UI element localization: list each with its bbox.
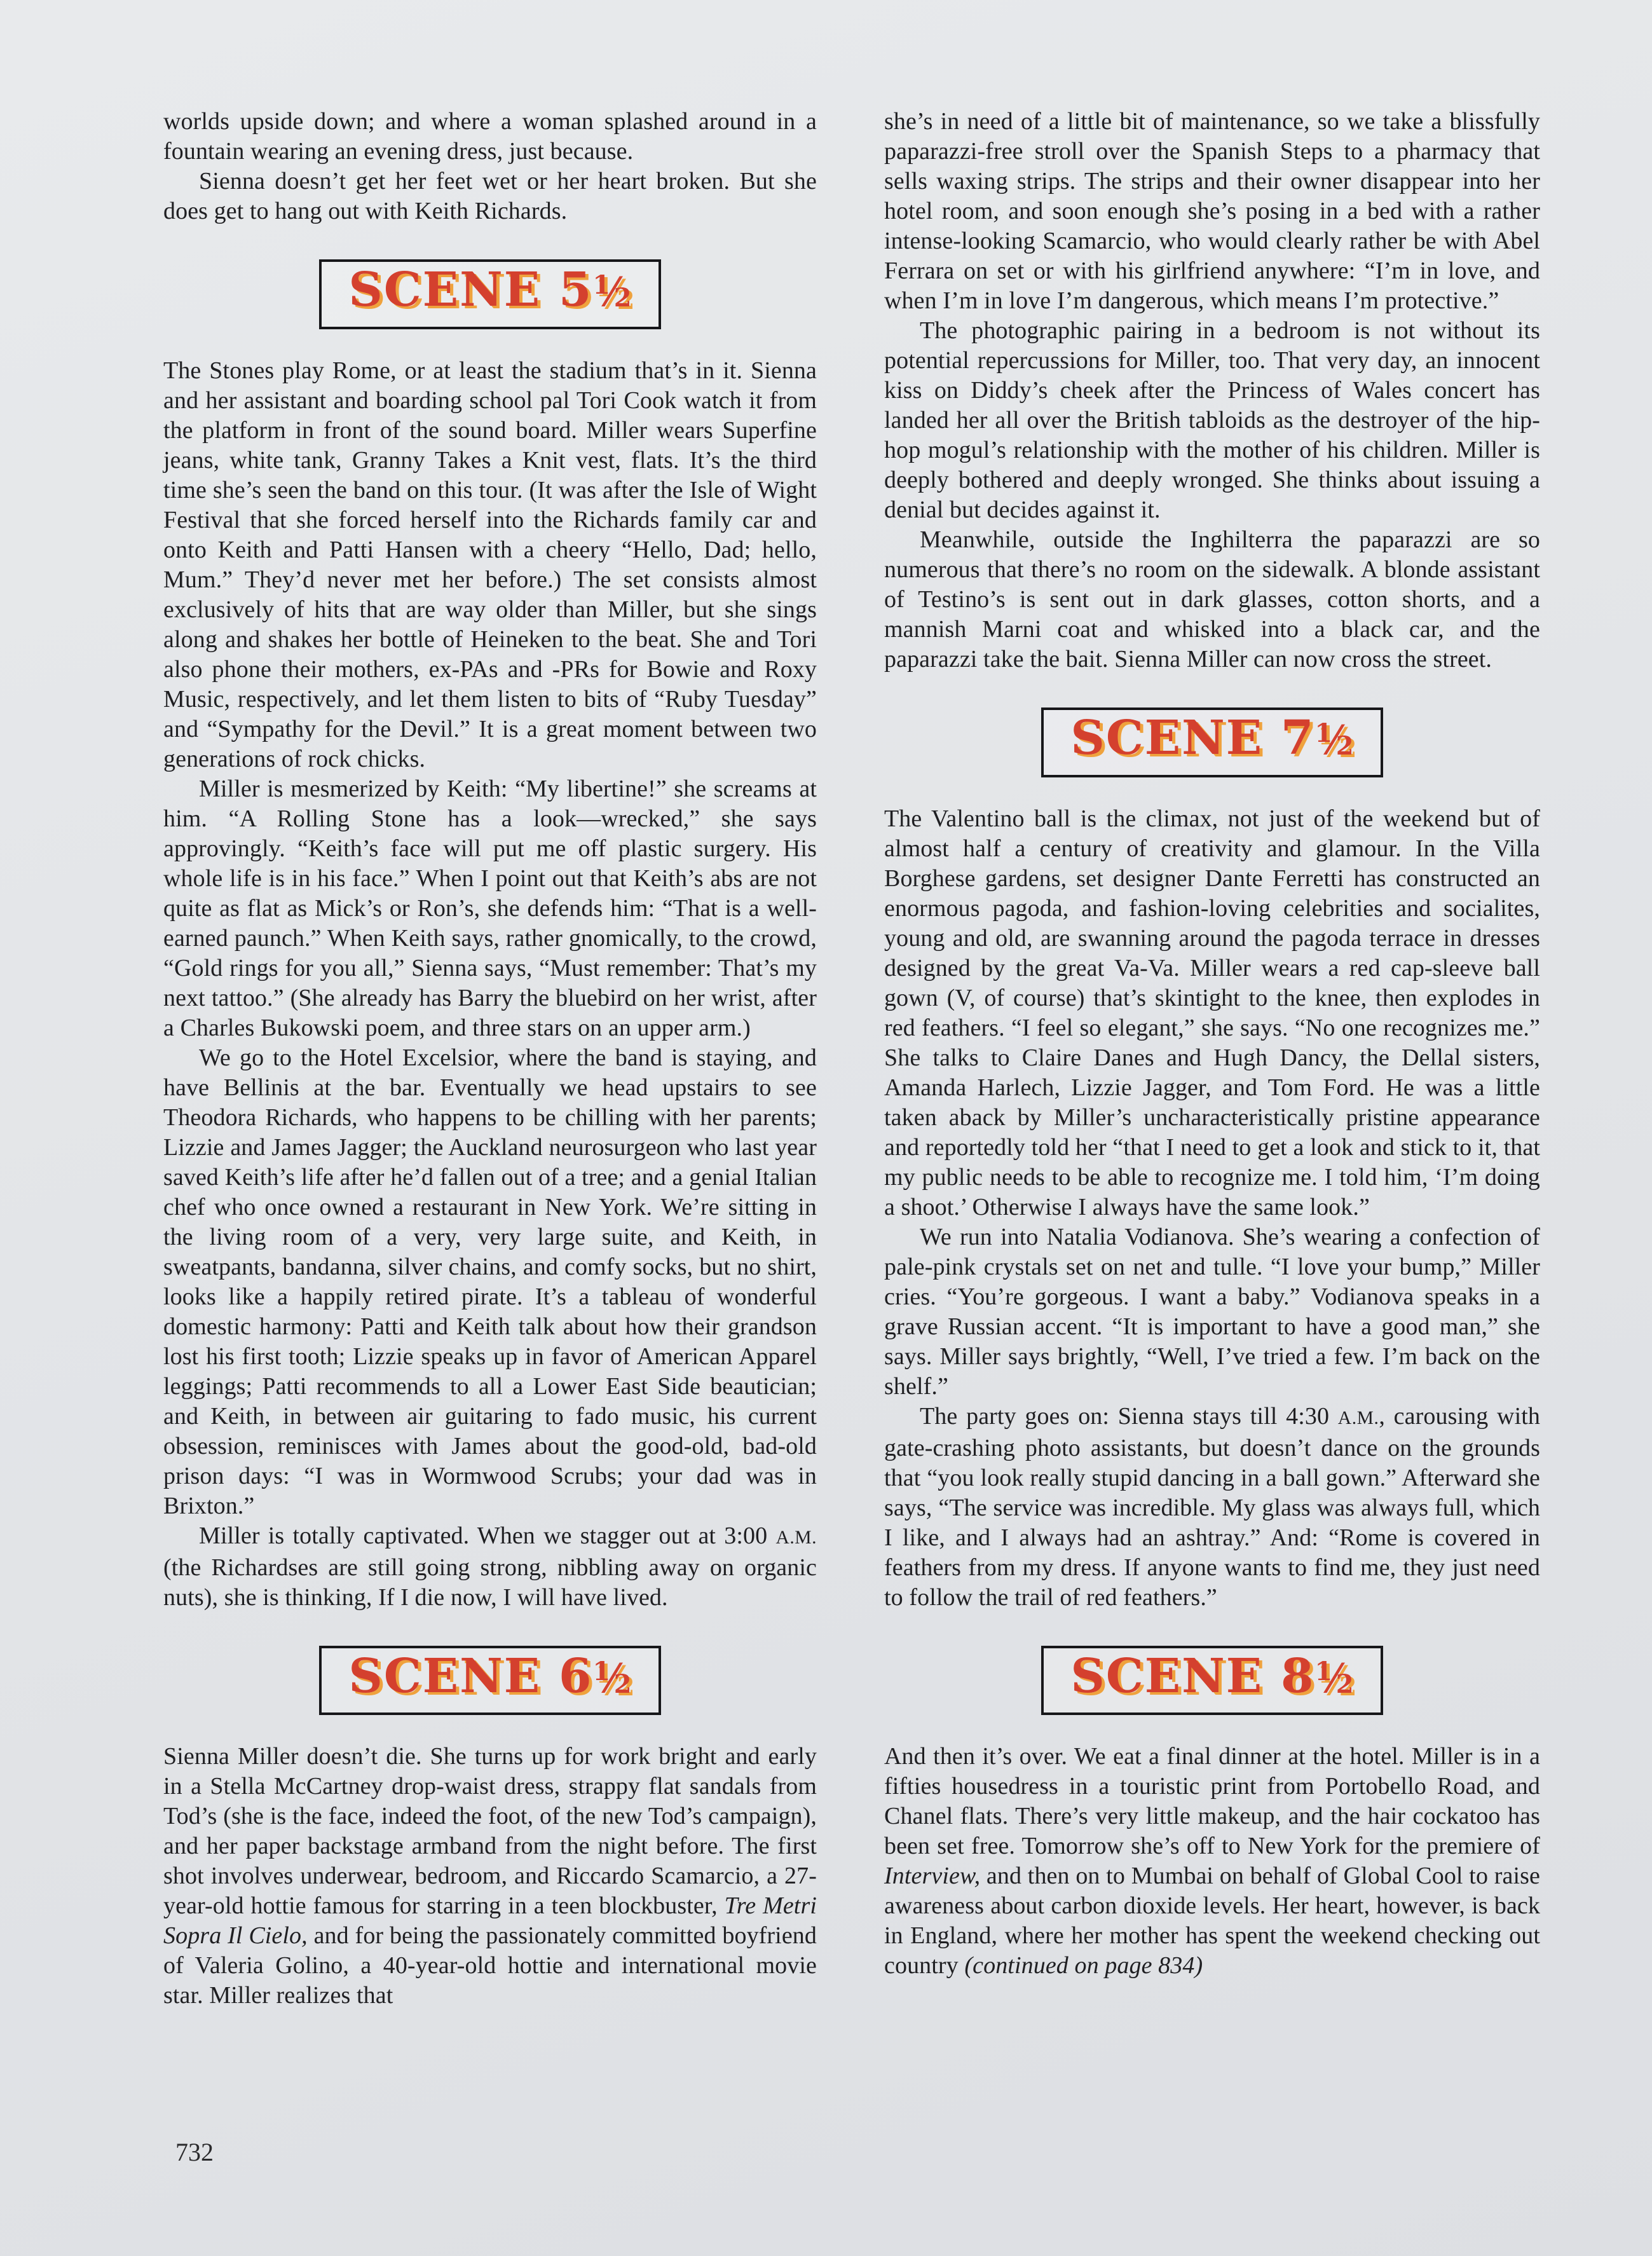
body-paragraph	[163, 167, 817, 226]
scene-fraction: $^1⁄_2$	[1314, 716, 1354, 763]
run-text: We run into Natalia Vodianova. She’s wearing a confection of pale-pink crystals set on net and tulle. “I love your bump,” Miller cries. “You’re gorgeous. I want a baby.” Vodianova speaks in a grave Russian accent. “It is important to have a good man,” she says. Miller says brightly, “Well, I’ve tried a few. I’m back on the shelf.”	[884, 1223, 1540, 1400]
italic-text: Tre Metri Sopra Il Cielo,	[163, 1892, 817, 1950]
scene-fraction: $^1⁄_2$	[592, 1654, 632, 1702]
run-text: The Valentino ball is the climax, not just of the weekend but of almost half a century of creativity and glamour. In the Villa Borghese gardens, set designer Dante Ferretti has constructed an enormous pagoda, and fashion-loving celebrities and socialites, young and old, are swanning around the pagoda terrace in dresses designed by the great Va-Va. Miller wears a red cap-sleeve ball gown (V, of course) that’s skintight to the knee, then explodes in red feathers. “I feel so elegant,” she says. “No one recognizes me.” She talks to Claire Danes and Hugh Dancy, the Dellal sisters, Amanda Harlech, Lizzie Jagger, and Tom Ford. He was a little taken aback by Miller’s uncharacteristically pristine appearance and reportedly told her “that I need to get a look and stick to it, that my public needs to be able to recognize me. I told him, ‘I’m doing a shoot.’ Otherwise I always have the same look.”	[884, 805, 1540, 1220]
run-text: and for being the passionately committed boyfriend of Valeria Golino, a 40-year-old hottie and international movie star. Miller realizes that	[163, 1922, 817, 2009]
scene-header-box	[1041, 708, 1382, 777]
scene-header-label: SCENE $8^1⁄_2$	[1070, 1648, 1354, 1704]
scene-header-box	[319, 259, 660, 329]
run-text: And then it’s over. We eat a final dinner at the hotel. Miller is in a fifties housedress in a touristic print from Portobello Road, and Chanel flats. There’s very little makeup, and the hair cockatoo has been set free. Tomorrow she’s off to New York for the premiere of	[884, 1743, 1540, 1860]
body-paragraph	[163, 1521, 817, 1613]
scene-header-box	[1041, 1646, 1382, 1716]
scene-fraction: $^1⁄_2$	[1314, 1654, 1354, 1702]
page-number: 732	[175, 2138, 214, 2166]
run-text: , carousing with gate-crashing photo assistants, but doesn’t dance on the grounds that “you look really stupid dancing in a ball gown.” Afterward she says, “The service was incredible. My glass was always full, which I like, and I always had an ashtray.” And: “Rome is covered in feathers from my dress. If anyone wants to find me, they just need to follow the trail of red feathers.”	[884, 1402, 1541, 1611]
body-paragraph	[884, 316, 1540, 525]
scene-header-label: SCENE $7^1⁄_2$	[1070, 711, 1354, 765]
run-text: Miller is totally captivated. When we stagger out at 3:00	[199, 1522, 776, 1549]
scene-header-label: SCENE $6^1⁄_2$	[348, 1648, 632, 1704]
run-text: worlds upside down; and where a woman splashed around in a fountain wearing an evening dress, just because.	[163, 108, 817, 165]
run-text: (the Richardses are still going strong, nibbling away on organic nuts), she is thinking, If I die now, I will have lived.	[163, 1554, 817, 1611]
italic-text: Interview,	[884, 1863, 981, 1890]
body-paragraph	[884, 1222, 1540, 1402]
run-text: and then on to Mumbai on behalf of Global Cool to raise awareness about carbon dioxide levels. Her heart, however, is back in England, where her mother has spent the weekend checking out country	[884, 1863, 1540, 1979]
smallcaps-text: A.M.	[1337, 1407, 1379, 1428]
run-text: The Stones play Rome, or at least the stadium that’s in it. Sienna and her assistant and boarding school pal Tori Cook watch it from the platform in front of the sound board. Miller wears Superfine jeans, white tank, Granny Takes a Knit vest, flats. It’s the third time she’s seen the band on this tour. (It was after the Isle of Wight Festival that she forced herself into the Richards family car and onto Keith and Patti Hansen with a cheery “Hello, Dad; hello, Mum.” They’d never met her before.) The set consists almost exclusively of hits that are way older than Miller, but she sings along and shakes her bottle of Heineken to the beat. She and Tori also phone their mothers, ex-PAs and -PRs for Bowie and Roxy Music, respectively, and let them listen to bits of “Ruby Tuesday” and “Sympathy for the Devil.” It is a great moment between two generations of rock chicks.	[163, 357, 817, 772]
run-text: Sienna doesn’t get her feet wet or her heart broken. But she does get to hang out with Keith Richards.	[163, 168, 817, 224]
scene-header	[163, 1646, 817, 1716]
body-paragraph	[884, 525, 1540, 674]
body-paragraph	[163, 1043, 817, 1521]
run-text: The photographic pairing in a bedroom is not without its potential repercussions for Miller, too. That very day, an innocent kiss on Diddy’s cheek after the Princess of Wales concert has landed her all over the British tabloids as the destroyer of the hip-hop mogul’s relationship with the mother of his children. Miller is deeply bothered and deeply wronged. She thinks about issuing a denial but decides against it.	[884, 317, 1540, 523]
run-text: she’s in need of a little bit of maintenance, so we take a blissfully paparazzi-free stroll over the Spanish Steps to a pharmacy that sells waxing strips. The strips and their owner disappear into her hotel room, and soon enough she’s posing in a bed with a rather intense-looking Scamarcio, who would clearly rather be with Abel Ferrara on set or with his girlfriend anywhere: “I’m in love, and when I’m in love I’m dangerous, which means I’m protective.”	[884, 108, 1540, 314]
right-column	[884, 107, 1540, 1981]
body-paragraph	[884, 1742, 1540, 1981]
body-paragraph	[884, 1402, 1540, 1613]
run-text: Sienna Miller doesn’t die. She turns up for work bright and early in a Stella McCartney drop-waist dress, strappy flat sandals from Tod’s (she is the face, indeed the foot, of the new Tod’s campaign), and her paper backstage armband from the night before. The first shot involves underwear, bedroom, and Riccardo Scamarcio, a 27-year-old hottie famous for starring in a teen blockbuster,	[163, 1743, 817, 1920]
scene-header-box	[319, 1646, 660, 1716]
scene-header	[163, 259, 817, 329]
run-text: Miller is mesmerized by Keith: “My libertine!” she screams at him. “A Rolling Stone has a look—wrecked,” she says approvingly. “Keith’s face will put me off plastic surgery. His whole life is in his face.” When I point out that Keith’s abs are not quite as flat as Mick’s or Ron’s, she defends him: “That is a well-earned paunch.” When Keith says, rather gnomically, to the crowd, “Gold rings for you all,” Sienna says, “Must remember: That’s my next tattoo.” (She already has Barry the bluebird on her wrist, after a Charles Bukowski poem, and three stars on an upper arm.)	[163, 775, 817, 1041]
run-text: The party goes on: Sienna stays till 4:30	[920, 1402, 1338, 1430]
body-paragraph	[884, 107, 1540, 316]
body-paragraph	[884, 804, 1540, 1222]
body-paragraph	[163, 107, 817, 167]
left-column	[163, 107, 817, 2011]
body-paragraph	[163, 356, 817, 774]
italic-text: (continued on page 834)	[964, 1952, 1203, 1979]
run-text: We go to the Hotel Excelsior, where the band is staying, and have Bellinis at the bar. Eventually we head upstairs to see Theodora Richards, who happens to be chilling with her parents; Lizzie and James Jagger; the Auckland neurosurgeon who last year saved Keith’s life after he’d fallen out of a tree; and a genial Italian chef who once owned a restaurant in New York. We’re sitting in the living room of a very, very large suite, and Keith, in sweatpants, bandanna, silver chains, and comfy socks, but no shirt, looks like a happily retired pirate. It’s a tableau of wonderful domestic harmony: Patti and Keith talk about how their grandson lost his first tooth; Lizzie speaks up in favor of American Apparel leggings; Patti recommends to all a Lower East Side beautician; and Keith, in between air guitaring to fado music, his current obsession, reminisces with James about the good-old, bad-old prison days: “I was in Wormwood Scrubs; your dad was in Brixton.”	[163, 1044, 817, 1519]
body-paragraph	[163, 1742, 817, 2011]
run-text: Meanwhile, outside the Inghilterra the paparazzi are so numerous that there’s no room on the sidewalk. A blonde assistant of Testino’s is sent out in dark glasses, cotton shorts, and a mannish Marni coat and whisked into a black car, and the paparazzi take the bait. Sienna Miller can now cross the street.	[884, 526, 1540, 673]
scene-header	[884, 708, 1540, 777]
body-paragraph	[163, 774, 817, 1043]
scene-header	[884, 1646, 1540, 1716]
scene-header-label: SCENE $5^1⁄_2$	[348, 263, 632, 317]
scene-fraction: $^1⁄_2$	[592, 268, 632, 315]
smallcaps-text: A.M.	[775, 1527, 817, 1548]
